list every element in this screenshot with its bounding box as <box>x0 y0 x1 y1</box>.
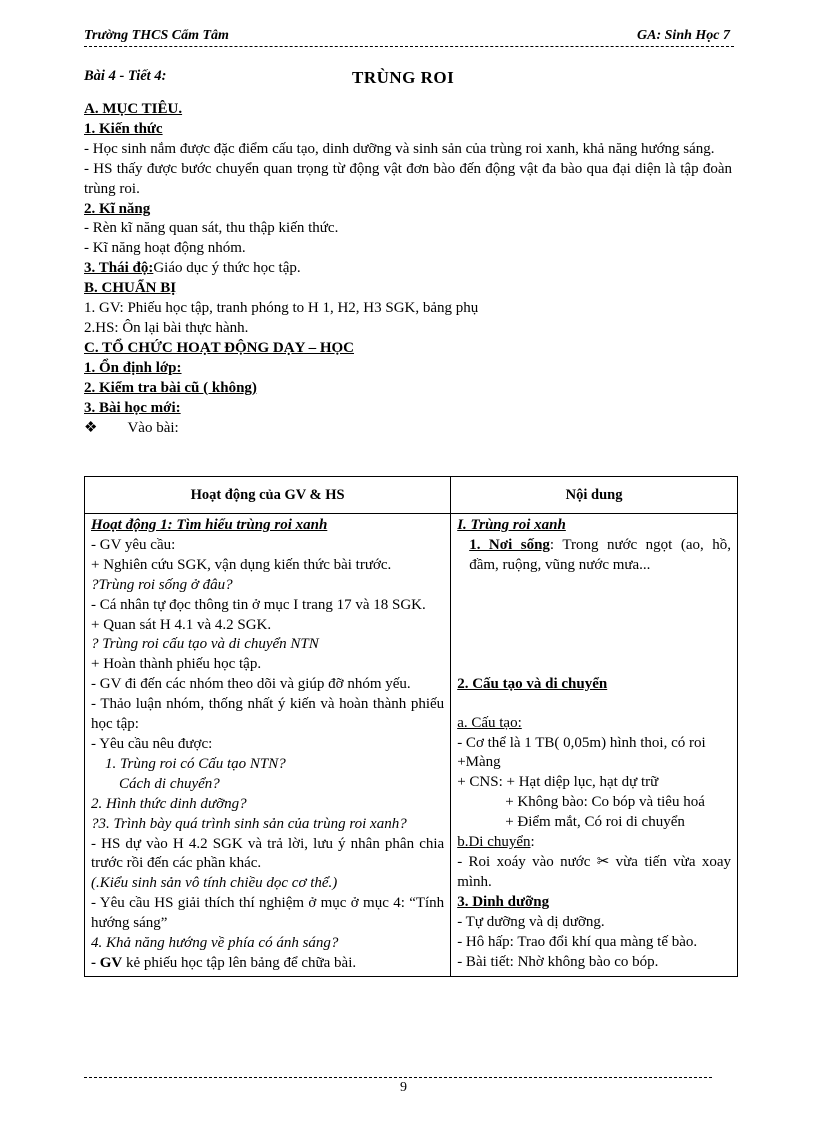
table-header-row <box>85 477 738 514</box>
a2-line-1: - Rèn kĩ năng quan sát, thu thập kiến thức. <box>84 220 339 237</box>
c2-heading: 2. Kiểm tra bài cũ ( không) <box>84 379 257 396</box>
section-b-heading: B. CHUẨN BỊ <box>84 280 177 297</box>
table-header-content: Nội dung <box>451 477 738 514</box>
content-subheading: a. Cấu tạo: <box>457 714 522 731</box>
footer-rule <box>84 1077 712 1078</box>
di-chuyen-colon: : <box>530 834 535 851</box>
activity-line: + Hoàn thành phiếu học tập. <box>91 656 262 673</box>
activity-question: ?Trùng roi sống ở đâu? <box>91 576 233 593</box>
activity-line: + Nghiên cứu SGK, vận dụng kiến thức bài trước. <box>91 556 392 573</box>
activity-question: 4. Khả năng hướng về phía có ánh sáng? <box>91 935 339 952</box>
content-line <box>457 536 731 576</box>
content-line: - Cơ thể là 1 TB( 0,05m) hình thoi, có roi <box>457 734 706 751</box>
noi-song-label: 1. Nơi sống <box>469 536 550 553</box>
activity-line <box>91 954 444 974</box>
activity-line: - Cá nhân tự đọc thông tin ở mục I trang 17 và 18 SGK. <box>91 596 426 613</box>
content-subheading <box>457 833 731 853</box>
section-c-heading: C. TỔ CHỨC HOẠT ĐỘNG DẠY – HỌC <box>84 339 355 356</box>
activity-gv-text: kẻ phiếu học tập lên bảng để chữa bài. <box>122 954 357 971</box>
activity-1-heading: Hoạt động 1: Tìm hiểu trùng roi xanh <box>91 517 328 533</box>
activity-cell <box>85 514 451 977</box>
content-spacer <box>457 695 731 714</box>
header-subject: GA: Sinh Học 7 <box>637 28 730 43</box>
header-school: Trường THCS Cẩm Tâm <box>84 28 229 43</box>
activity-question: Cách di chuyển? <box>119 775 220 792</box>
diamond-bullet-icon: ❖ <box>84 419 98 436</box>
content-spacer <box>457 576 731 675</box>
activity-line: - GV yêu cầu: <box>91 536 176 553</box>
a3-line <box>84 259 732 279</box>
a1-heading: 1. Kiến thức <box>84 120 163 137</box>
a1-line-1: - Học sinh nắm được đặc điểm cấu tạo, dinh dưỡng và sinh sản của trùng roi xanh, khả năng hướng sáng. <box>84 140 715 157</box>
content-section-1: I. Trùng roi xanh <box>457 517 566 533</box>
lesson-table <box>84 476 738 977</box>
page-header <box>84 26 734 47</box>
activity-line: - HS dự vào H 4.2 SGK và trả lời, lưu ý nhân phân chia trước rồi đến các phần khác. <box>91 835 445 872</box>
activity-line: - Thảo luận nhóm, thống nhất ý kiến và hoàn thành phiếu học tập: <box>91 696 445 733</box>
a2-line-2: - Kĩ năng hoạt động nhóm. <box>84 240 246 257</box>
document-body <box>84 100 732 438</box>
section-a-heading: A. MỤC TIÊU. <box>84 101 183 117</box>
c1-heading: 1. Ổn định lớp: <box>84 359 182 376</box>
a2-heading: 2. Kĩ năng <box>84 200 151 217</box>
di-chuyen-label: b.Di chuyển <box>457 834 531 851</box>
content-section-2: 2. Cấu tạo và di chuyển <box>457 675 608 692</box>
activity-question: ?3. Trình bày quá trình sinh sản của trùng roi xanh? <box>91 815 407 832</box>
content-line: + Không bào: Co bóp và tiêu hoá <box>505 794 705 811</box>
content-line: + CNS: + Hạt diệp lục, hạt dự trữ <box>457 774 659 791</box>
content-section-3: 3. Dinh dưỡng <box>457 893 550 910</box>
a3-label: 3. Thái độ: <box>84 260 154 277</box>
activity-line: - GV đi đến các nhóm theo dõi và giúp đỡ nhóm yếu. <box>91 676 411 693</box>
activity-gv-label: - GV <box>91 954 123 971</box>
activity-question: 1. Trùng roi có Cấu tạo NTN? <box>105 755 286 772</box>
content-line: - Hô hấp: Trao đổi khí qua màng tế bào. <box>457 933 698 950</box>
page-number: 9 <box>400 1080 407 1095</box>
activity-line: + Quan sát H 4.1 và 4.2 SGK. <box>91 616 272 633</box>
vao-bai-line <box>84 419 732 439</box>
table-header-activity: Hoạt động của GV & HS <box>85 477 451 514</box>
a3-text: Giáo dục ý thức học tập. <box>153 260 301 277</box>
page-title: TRÙNG ROI <box>352 68 455 87</box>
c3-heading: 3. Bài học mới: <box>84 399 181 416</box>
vao-bai-text: Vào bài: <box>127 419 179 436</box>
b-line-1: 1. GV: Phiếu học tập, tranh phóng to H 1, H2, H3 SGK, bảng phụ <box>84 300 479 317</box>
content-line: +Màng <box>457 754 501 771</box>
noi-song-text: : Trong nước ngọt (ao, hồ, đầm, ruộng, vũng nước mưa... <box>469 536 731 573</box>
a1-line-2: - HS thấy được bước chuyển quan trọng từ động vật đơn bào đến động vật đa bào qua đại diện là tập đoàn trùng roi. <box>84 160 732 197</box>
content-line: - Roi xoáy vào nước ✂ vừa tiến vừa xoay mình. <box>457 853 731 890</box>
activity-note: (.Kiểu sinh sản vô tính chiều dọc cơ thể.) <box>91 875 338 892</box>
activity-question: ? Trùng roi cấu tạo và di chuyển NTN <box>91 636 319 653</box>
activity-line: - Yêu cầu nêu được: <box>91 735 213 752</box>
activity-question: 2. Hình thức dinh dưỡng? <box>91 795 247 812</box>
content-line: + Điểm mắt, Có roi di chuyển <box>505 814 685 831</box>
activity-line: - Yêu cầu HS giải thích thí nghiệm ở mục ở mục 4: “Tính hướng sáng” <box>91 895 445 932</box>
lesson-label: Bài 4 - Tiết 4: <box>84 68 167 84</box>
content-line: - Bài tiết: Nhờ không bào co bóp. <box>457 953 659 970</box>
content-cell <box>451 514 738 977</box>
table-row <box>85 514 738 977</box>
content-line: - Tự dưỡng và dị dưỡng. <box>457 913 605 930</box>
b-line-2: 2.HS: Ôn lại bài thực hành. <box>84 319 249 336</box>
